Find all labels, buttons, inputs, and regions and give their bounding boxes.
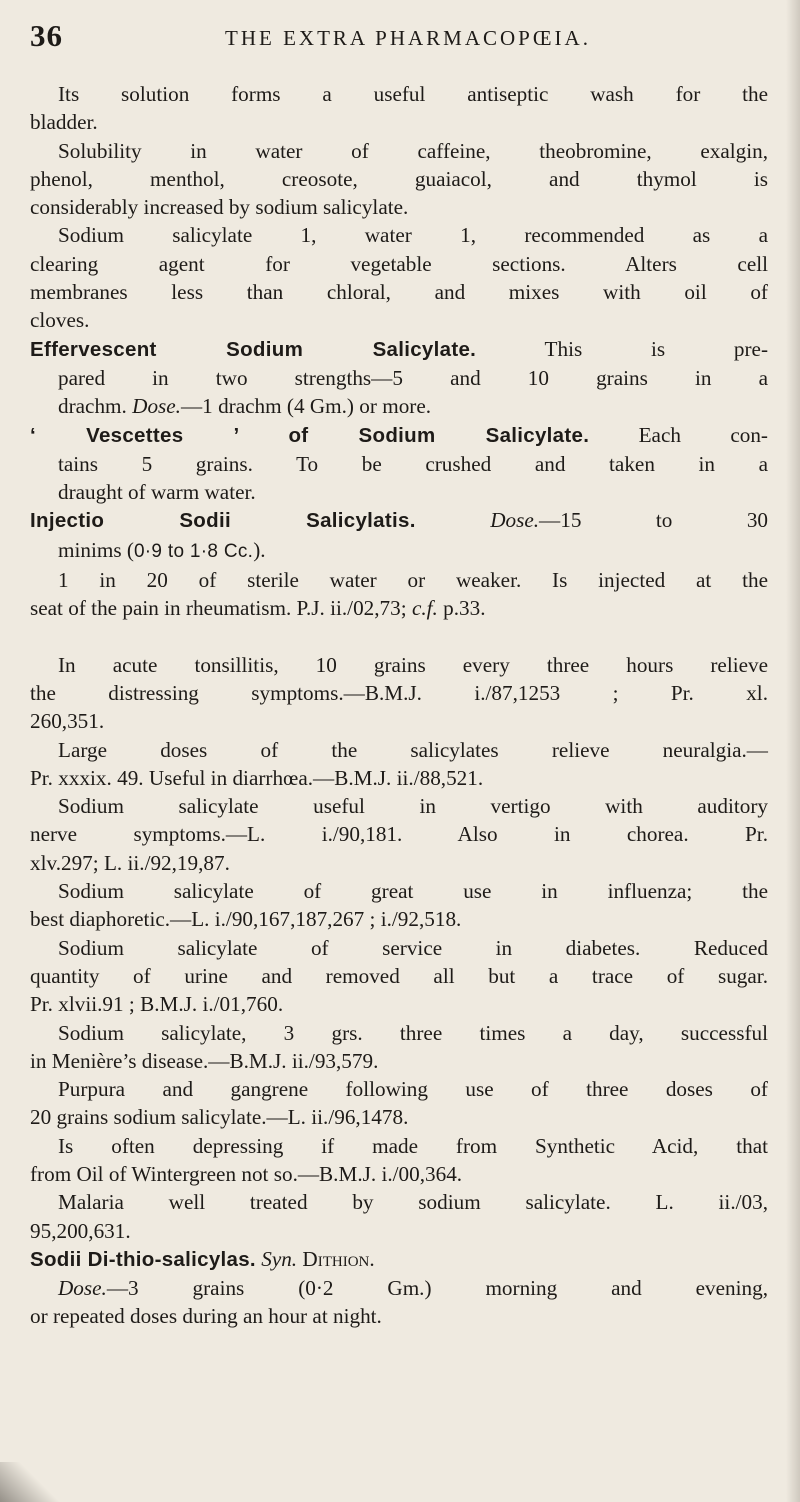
paragraph-clearing-agent [30, 221, 768, 334]
text-line: Purpura and gangrene following use of three doses of [58, 1077, 768, 1102]
note-diabetes [30, 934, 768, 1019]
syn-value: Dithion. [302, 1246, 375, 1271]
text-line: 20 grains sodium salicylate.—L. ii./96,1478. [30, 1105, 409, 1130]
entry-heading: Effervescent Sodium Salicylate. [30, 337, 477, 361]
page-number: 36 [30, 18, 63, 53]
text-line: 260,351. [30, 709, 105, 734]
text-line: considerably increased by sodium salicylate. [30, 195, 409, 220]
text-line: in Menière’s disease.—B.M.J. ii./93,579. [30, 1048, 379, 1073]
note-tonsillitis [30, 651, 768, 736]
entry-heading: Injectio Sodii Salicylatis. [30, 509, 416, 533]
text-line: the distressing symptoms.—B.M.J. i./87,1253 ; Pr. xl. [30, 680, 768, 705]
text-line: tains 5 grains. To be crushed and taken in a [58, 451, 768, 476]
text-line: Sodium salicylate 1, water 1, recommended as a [58, 223, 768, 248]
text-line: draught of warm water. [58, 480, 256, 505]
text-line: bladder. [30, 110, 98, 135]
paragraph-solubility [30, 137, 768, 222]
entry-text: —3 grains (0·2 Gm.) morning and evening, [106, 1276, 768, 1301]
entry-heading: Sodii Di-thio-salicylas. [30, 1247, 256, 1271]
syn-label: Syn. [261, 1246, 298, 1271]
note-purpura [30, 1075, 768, 1132]
text-line [30, 506, 768, 535]
entry-heading: ‘ Vescettes ’ of Sodium Salicylate. [30, 423, 590, 447]
text-line: Sodium salicylate of great use in influenza; the [58, 879, 768, 904]
text-line: In acute tonsillitis, 10 grains every three hours relieve [58, 652, 768, 677]
text-line: from Oil of Wintergreen not so.—B.M.J. i./00,364. [30, 1161, 463, 1186]
entry-text: drachm. [58, 394, 133, 419]
text-line: Sodium salicylate useful in vertigo with auditory [58, 794, 768, 819]
text-line: membranes less than chloral, and mixes with oil of [30, 280, 768, 305]
entry-injectio-sodii-salicylatis [30, 506, 768, 622]
text-line: best diaphoretic.—L. i./90,167,187,267 ; i./92,518. [30, 907, 462, 932]
page-corner-shadow [0, 1462, 60, 1502]
page-header [0, 18, 800, 68]
note-synthetic-acid [30, 1132, 768, 1189]
page-body [30, 80, 768, 1331]
text-line: Malaria well treated by sodium salicylate. L. ii./03, [58, 1190, 768, 1215]
entry-text: —15 to 30 [539, 508, 769, 533]
text-line: quantity of urine and removed all but a trace of sugar. [30, 963, 768, 988]
note-neuralgia [30, 736, 768, 793]
note-vertigo [30, 792, 768, 877]
entry-effervescent-sodium-salicylate [30, 335, 768, 421]
entry-text: —1 drachm (4 Gm.) or more. [180, 394, 432, 419]
text-line: Pr. xxxix. 49. Useful in diarrhœa.—B.M.J. ii./88,521. [30, 765, 484, 790]
text-line: Sodium salicylate of service in diabetes. Reduced [58, 935, 768, 960]
dose-metric: 0·9 to 1·8 Cc. [133, 540, 254, 562]
text-line: pared in two strengths—5 and 10 grains in a [58, 365, 768, 390]
dose-label: Dose. [490, 508, 540, 533]
text-line: Large doses of the salicylates relieve neuralgia.— [58, 737, 768, 762]
text-line: cloves. [30, 308, 90, 333]
entry-text: seat of the pain in rheumatism. P.J. ii./02,73; [30, 596, 412, 621]
text-line: phenol, menthol, creosote, guaiacol, and thymol is [30, 166, 768, 191]
paragraph-antiseptic-wash [30, 80, 768, 137]
note-menieres [30, 1019, 768, 1076]
text-line: Sodium salicylate, 3 grs. three times a day, successful [58, 1020, 768, 1045]
text-line: Its solution forms a useful antiseptic wash for the [58, 82, 768, 106]
text-line [30, 594, 768, 622]
entry-text: This is pre- [476, 336, 768, 361]
text-line [30, 421, 768, 450]
entry-sodii-di-thio-salicylas [30, 1245, 768, 1331]
note-influenza [30, 877, 768, 934]
note-malaria [30, 1188, 768, 1245]
dose-label: Dose. [132, 394, 181, 419]
text-line: Is often depressing if made from Synthetic Acid, that [58, 1133, 768, 1158]
text-line: 95,200,631. [30, 1218, 131, 1243]
text-line: clearing agent for vegetable sections. Alters cell [30, 251, 768, 276]
entry-text: ). [253, 537, 266, 562]
text-line [30, 1245, 768, 1274]
text-line [30, 335, 768, 364]
entry-vescettes [30, 421, 768, 507]
entry-text: Each con- [589, 422, 768, 447]
text-line: Pr. xlvii.91 ; B.M.J. i./01,760. [30, 992, 284, 1017]
running-title: THE EXTRA PHARMACOPŒIA. [225, 26, 591, 50]
text-line [30, 536, 768, 566]
cf-label: c.f. [411, 596, 438, 621]
text-line: nerve symptoms.—L. i./90,181. Also in chorea. Pr. [30, 822, 768, 847]
text-line: 1 in 20 of sterile water or weaker. Is injected at the [58, 568, 768, 593]
text-line: Solubility in water of caffeine, theobromine, exalgin, [58, 138, 768, 163]
text-line [30, 392, 768, 420]
dose-label: Dose. [58, 1276, 107, 1301]
text-line: or repeated doses during an hour at night. [30, 1304, 382, 1329]
page-edge-shadow [786, 0, 800, 1502]
entry-text: minims ( [58, 537, 134, 562]
text-line [30, 1274, 768, 1302]
text-line: xlv.297; L. ii./92,19,87. [30, 850, 230, 875]
spacer [30, 623, 768, 651]
entry-text: p.33. [437, 596, 486, 621]
